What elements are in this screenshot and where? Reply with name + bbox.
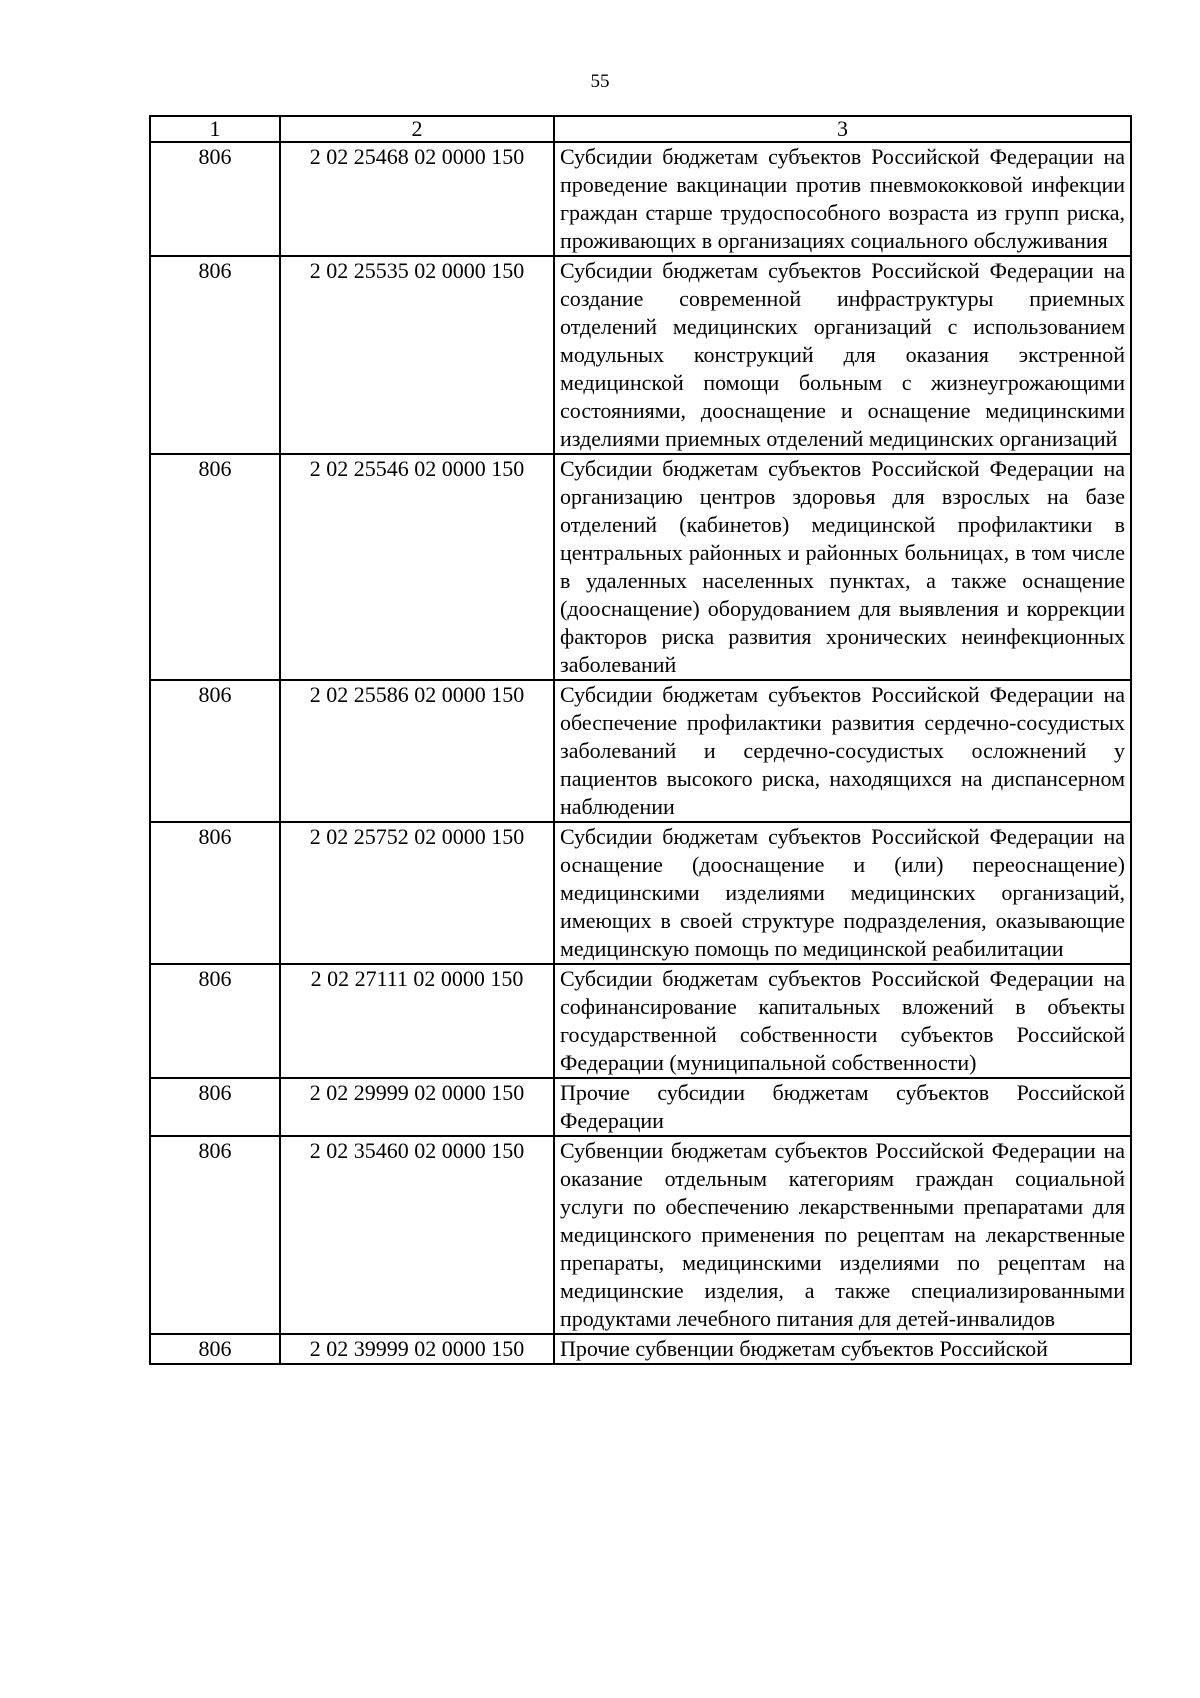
administrator-code-cell: 806 bbox=[150, 964, 280, 1078]
budget-code-cell: 2 02 29999 02 0000 150 bbox=[280, 1078, 554, 1136]
column-header-2: 2 bbox=[280, 116, 554, 142]
table-body bbox=[150, 142, 1131, 1364]
budget-code-cell: 2 02 35460 02 0000 150 bbox=[280, 1136, 554, 1334]
table-row bbox=[150, 454, 1131, 680]
administrator-code-cell: 806 bbox=[150, 142, 280, 256]
table-row bbox=[150, 256, 1131, 454]
administrator-code-cell: 806 bbox=[150, 454, 280, 680]
income-description-cell: Субсидии бюджетам субъектов Российской Федерации на оснащение (дооснащение и (или) переоснащение) медицинскими изделиями медицинских организаций, имеющих в своей структуре подразделения, оказывающие медицинскую помощь по медицинской реабилитации bbox=[554, 822, 1131, 964]
table-header bbox=[150, 116, 1131, 142]
administrator-code-cell: 806 bbox=[150, 256, 280, 454]
budget-code-cell: 2 02 39999 02 0000 150 bbox=[280, 1334, 554, 1364]
income-description-cell: Прочие субсидии бюджетам субъектов Российской Федерации bbox=[554, 1078, 1131, 1136]
budget-code-cell: 2 02 27111 02 0000 150 bbox=[280, 964, 554, 1078]
page-number: 55 bbox=[590, 71, 610, 92]
administrator-code-cell: 806 bbox=[150, 680, 280, 822]
table-row bbox=[150, 822, 1131, 964]
budget-classification-table bbox=[149, 115, 1132, 1365]
budget-code-cell: 2 02 25752 02 0000 150 bbox=[280, 822, 554, 964]
table-row bbox=[150, 964, 1131, 1078]
column-header-1: 1 bbox=[150, 116, 280, 142]
budget-code-cell: 2 02 25468 02 0000 150 bbox=[280, 142, 554, 256]
income-description-cell: Субвенции бюджетам субъектов Российской Федерации на оказание отдельным категориям граждан социальной услуги по обеспечению лекарственными препаратами для медицинского применения по рецептам на лекарственные препараты, медицинскими изделиями по рецептам на медицинские изделия, а также специализированными продуктами лечебного питания для детей-инвалидов bbox=[554, 1136, 1131, 1334]
income-description-cell: Субсидии бюджетам субъектов Российской Федерации на проведение вакцинации против пневмококковой инфекции граждан старше трудоспособного возраста из групп риска, проживающих в организациях социального обслуживания bbox=[554, 142, 1131, 256]
table-row bbox=[150, 1334, 1131, 1364]
administrator-code-cell: 806 bbox=[150, 1136, 280, 1334]
header-row bbox=[150, 116, 1131, 142]
income-description-cell: Субсидии бюджетам субъектов Российской Федерации на организацию центров здоровья для взрослых на базе отделений (кабинетов) медицинской профилактики в центральных районных и районных больницах, в том числе в удаленных населенных пунктах, а также оснащение (дооснащение) оборудованием для выявления и коррекции факторов риска развития хронических неинфекционных заболеваний bbox=[554, 454, 1131, 680]
budget-code-cell: 2 02 25546 02 0000 150 bbox=[280, 454, 554, 680]
administrator-code-cell: 806 bbox=[150, 1334, 280, 1364]
income-description-cell: Прочие субвенции бюджетам субъектов Российской bbox=[554, 1334, 1131, 1364]
table-row bbox=[150, 142, 1131, 256]
income-description-cell: Субсидии бюджетам субъектов Российской Федерации на обеспечение профилактики развития сердечно-сосудистых заболеваний и сердечно-сосудистых осложнений у пациентов высокого риска, находящихся на диспансерном наблюдении bbox=[554, 680, 1131, 822]
column-header-3: 3 bbox=[554, 116, 1131, 142]
table-row bbox=[150, 1136, 1131, 1334]
income-description-cell: Субсидии бюджетам субъектов Российской Федерации на софинансирование капитальных вложений в объекты государственной собственности субъектов Российской Федерации (муниципальной собственности) bbox=[554, 964, 1131, 1078]
income-description-cell: Субсидии бюджетам субъектов Российской Федерации на создание современной инфраструктуры приемных отделений медицинских организаций с использованием модульных конструкций для оказания экстренной медицинской помощи больным с жизнеугрожающими состояниями, дооснащение и оснащение медицинскими изделиями приемных отделений медицинских организаций bbox=[554, 256, 1131, 454]
administrator-code-cell: 806 bbox=[150, 1078, 280, 1136]
budget-code-cell: 2 02 25535 02 0000 150 bbox=[280, 256, 554, 454]
table-row bbox=[150, 1078, 1131, 1136]
administrator-code-cell: 806 bbox=[150, 822, 280, 964]
table-row bbox=[150, 680, 1131, 822]
budget-code-cell: 2 02 25586 02 0000 150 bbox=[280, 680, 554, 822]
